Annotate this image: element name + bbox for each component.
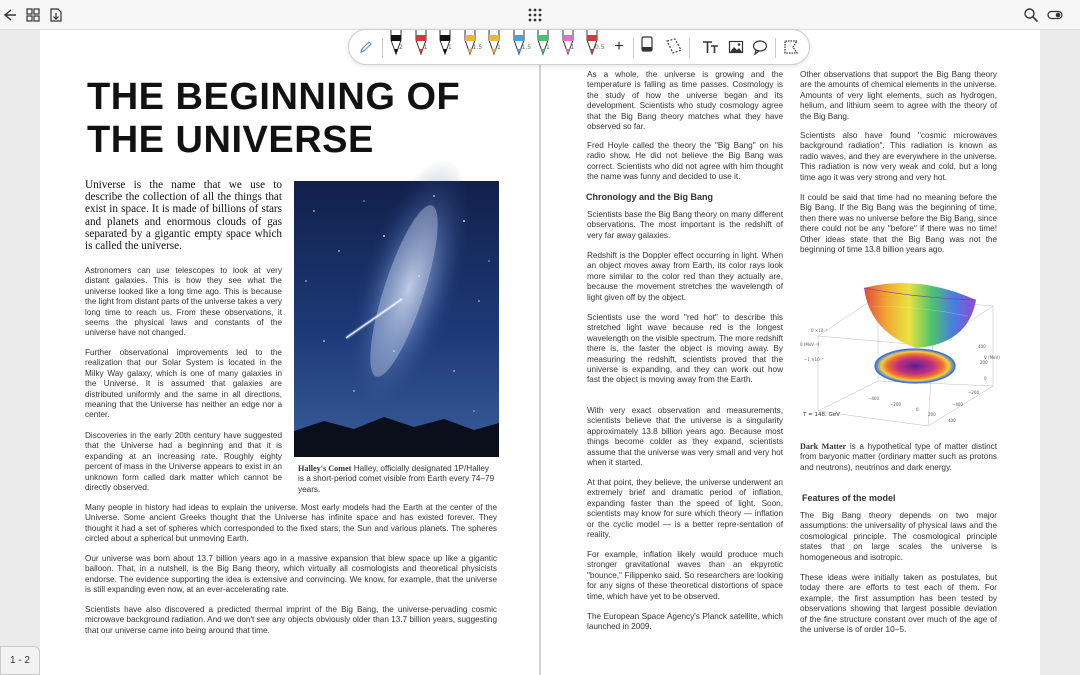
svg-text:−400: −400 — [868, 396, 879, 401]
svg-text:200: 200 — [980, 360, 988, 365]
pen-2[interactable] — [412, 30, 430, 58]
paragraph: For example, inflation likely would produce much stronger gravitational waves than an ekpyrotic "bounce," Filippenko said. So researchers are looking for any signs of these theoretical distortions of space time, which have yet to be observed. — [587, 550, 783, 601]
right-page — [541, 30, 1040, 675]
apps-icon[interactable] — [526, 6, 544, 24]
paragraph: Redshift is the Doppler effect occurring in light. When an object moves away from Earth, its color rays look more similar to the color red than they actually are, because the movement stretches the wavelength of light given off by the object. — [587, 251, 783, 302]
comment-tool-icon[interactable] — [750, 37, 770, 57]
paragraph: The European Space Agency's Planck satellite, which launched in 2009. — [587, 612, 783, 632]
svg-text:400: 400 — [948, 418, 956, 423]
paragraph: Discoveries in the early 20th century have suggested that the Universe had a beginning and that it is expanding at an increasing rate. Roughly eighty percent of mass in the Universe appears to exist in an unknown form called dark matter which cannot be directly observed. — [85, 431, 282, 493]
toolbar-divider — [382, 38, 383, 58]
svg-text:−200: −200 — [968, 390, 979, 395]
pen-size-label: 0.5 — [595, 44, 605, 51]
page-indicator[interactable]: 1 - 2 — [0, 646, 40, 675]
export-icon[interactable] — [47, 6, 65, 24]
paragraph: It could be said that time had no meaning before the Big Bang. If the Big Bang was the beginning of time, then there was no universe before the Big Bang, since there could not be any "before" if there was no time! Other ideas state that the Big Bang was not the beginning of time 13.8 billion years ago. — [800, 193, 997, 255]
pen-size-label: 1 — [546, 44, 550, 51]
paragraph: Our universe was born about 13.7 billion years ago in a massive expansion that blew space up like a gigantic balloon. That, in a nutshell, is the Big Bang theory, which virtually all cosmologists and theoretical physicists endorse. The evidence supporting the idea is extensive and convincing. We know, for example, that the universe is still expanding even now, at an ever-accelerating rate. — [85, 554, 497, 595]
paragraph: These ideas were initially taken as postulates, but today there are efforts to test each of them. For example, the first assumption has been tested by observations showing that largest possible deviation of the fine structure constant over much of the age of the universe is of order 10−5. — [800, 573, 997, 635]
dark-matter-plot — [798, 266, 998, 426]
toolbar-divider — [775, 38, 776, 58]
pen-toolbar — [348, 29, 810, 65]
svg-text:200: 200 — [928, 412, 936, 417]
paragraph: Fred Hoyle called the theory the "Big Bang" on his radio show. He did not believe the Big Bang was correct. Scientists who did not agree with him thought the name was funny and decided to use it. — [587, 141, 783, 182]
grid-view-icon[interactable] — [24, 6, 42, 24]
paragraph: Astronomers can use telescopes to look at very distant galaxies. This is how they see what the universe looked like a long time ago. This is because the light from distant parts of the universe takes a very long time to reach us. From these observations, it seems the physical laws and constants of the universe have not changed. — [85, 266, 282, 338]
paragraph: The Big Bang theory depends on two major assumptions: the universality of physical laws and the cosmological principle. The cosmological principle states that on large scales the universe is homogeneous and isotropic. — [800, 511, 997, 562]
paragraph: Further observational improvements led to the realization that our Solar System is located in the Milky Way galaxy, which is one of many galaxies in the Universe. It is assumed that galaxies are distributed uniformly and the same in all directions, meaning that the Universe has neither an edge nor a center. — [85, 348, 282, 420]
back-icon[interactable] — [0, 6, 18, 24]
pen-size-label: 1.5 — [521, 44, 532, 51]
page-title: THE BEGINNING OF THE UNIVERSE — [87, 76, 461, 161]
pen-5[interactable] — [485, 30, 503, 58]
paragraph: At that point, they believe, the universe underwent an extremely brief and dramatic period of inflation, expanding faster than the speed of light. Soon, scientists may know for sure which theory — inflation or the cyclic model — is a better repre-sentation of reality. — [587, 478, 783, 540]
lasso-icon[interactable] — [664, 37, 684, 57]
add-pen-button[interactable]: + — [614, 38, 624, 55]
paragraph: Scientists also have found "cosmic microwaves background radiation". This radiation is known as radio waves, and they are everywhere in the universe. This radiation is now very weak and cold, but a long time ago it was very strong and very hot. — [800, 131, 997, 182]
photo-caption — [298, 464, 495, 495]
paragraph: Other observations that support the Big Bang theory are the amounts of chemical elements in the universe. Amounts of very light elements, such as hydrogen, helium, and lithium seem to agree with the theory of the Big Bang. — [800, 70, 997, 121]
pen-8[interactable] — [559, 30, 577, 58]
paragraph: Scientists have also discovered a predicted thermal imprint of the Big Bang, the universe-pervading cosmic microwave background radiation. And we don't see any objects obviously older than 13.7 billion years, suggesting that our universe came into being around that time. — [85, 605, 497, 635]
pen-3[interactable] — [436, 30, 454, 58]
pen-size-label: 2 — [399, 44, 403, 51]
pen-7[interactable] — [534, 30, 552, 58]
search-icon[interactable] — [1022, 6, 1040, 24]
toggle-icon[interactable] — [1046, 6, 1064, 24]
image-tool-icon[interactable] — [726, 37, 746, 57]
shape-tool-icon[interactable] — [781, 37, 801, 57]
top-app-bar — [0, 0, 1080, 30]
plot-label: T = 148. GeV — [803, 412, 840, 418]
svg-text:V (MeV): V (MeV) — [984, 355, 1000, 360]
svg-text:0 (MeV⁻²): 0 (MeV⁻²) — [800, 342, 820, 347]
comet-photo — [294, 181, 499, 457]
section-heading: Features of the model — [802, 493, 896, 503]
svg-text:0: 0 — [984, 376, 987, 381]
pen-4[interactable] — [461, 30, 483, 58]
pen-select-icon[interactable] — [356, 37, 376, 57]
pen-size-label: 1 — [497, 44, 501, 51]
toolbar-divider — [633, 38, 634, 58]
svg-text:0: 0 — [916, 407, 919, 412]
caption-title: Halley's Comet — [298, 464, 352, 473]
pen-size-label: 1 — [423, 44, 428, 51]
pen-size-label: 1 — [448, 44, 452, 51]
section-heading: Chronology and the Big Bang — [586, 192, 713, 202]
svg-text:−1 ×10⁻⁷: −1 ×10⁻⁷ — [804, 357, 824, 362]
paragraph: Scientists base the Big Bang theory on many different observations. The most important is the redshift of very far away galaxies. — [587, 210, 783, 240]
svg-text:−200: −200 — [890, 402, 901, 407]
pen-size-label: 1 — [570, 44, 575, 51]
pen-6[interactable] — [510, 30, 532, 58]
paragraph: Scientists use the word "red hot" to describe this stretched light wave because red is the longest wavelength on the visible spectrum. The more redshift there is, the faster the object is moving away. By measuring the redshift, scientists proved that the universe is expanding, and they can work out how fast the object is moving away from the Earth. — [587, 313, 783, 385]
svg-text:400: 400 — [978, 344, 986, 349]
pen-size-label: 1.5 — [472, 44, 483, 51]
svg-text:0 ×10⁻⁷: 0 ×10⁻⁷ — [811, 328, 827, 333]
paragraph: Many people in history had ideas to explain the universe. Most early models had the Earth at the center of the Universe. Some ancient Greeks thought that the Universe has infinite space and has existed forever. They thought it had a set of spheres which corresponded to the fixed stars, the Sun and various planets. The spheres circled about a spherical but unmoving Earth. — [85, 503, 497, 544]
dark-matter-text: is a hypothetical type of matter distinct from baryonic matter (ordinary matter such as protons and neutrons), neutrinos and dark energy. — [800, 442, 997, 472]
text-tool-icon[interactable] — [701, 37, 721, 57]
dark-matter-paragraph — [800, 442, 997, 473]
svg-text:−400: −400 — [952, 402, 963, 407]
left-page — [40, 30, 539, 675]
caption-text: Halley, officially designated 1P/Halley is a short-period comet visible from Earth every 74–79 years. — [298, 464, 495, 494]
toolbar-divider — [689, 38, 690, 58]
dark-matter-term: Dark Matter — [800, 442, 847, 451]
paragraph: As a whole, the universe is growing and the temperature is falling as time passes. Cosmology is the study of how the universe began and its development. Scientists who study cosmology agree that the Big Bang theory matches what they have observed so far. — [587, 70, 783, 132]
lead-paragraph: Universe is the name that we use to describe the collection of all the things that exist in space. It is made of billions of stars and planets and enormous clouds of gas separated by a gigantic empty space which is called the universe. — [85, 179, 282, 253]
eraser-icon[interactable] — [637, 37, 657, 57]
pen-9[interactable] — [583, 30, 605, 58]
pen-1[interactable] — [387, 30, 405, 58]
paragraph: With very exact observation and measurements, scientists believe that the universe is a singularity approximately 13.8 billion years ago. Because most things become colder as they expand, scientists assume that the universe was very small and very hot when it started. — [587, 406, 783, 468]
